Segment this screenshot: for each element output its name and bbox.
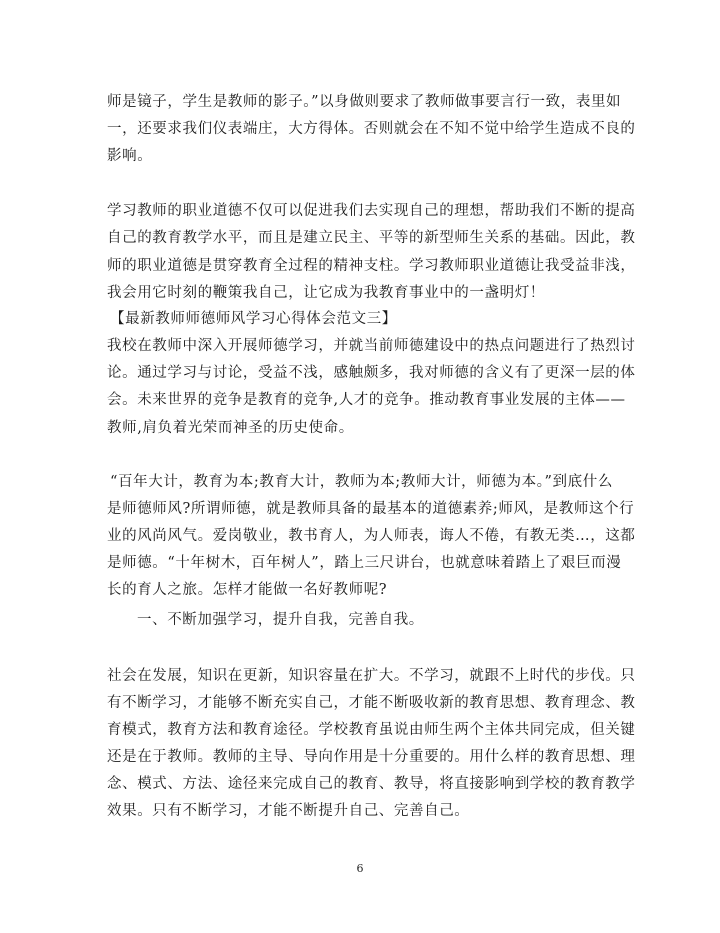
page-number: 6 xyxy=(356,862,364,875)
text-line: 社会在发展，知识在更新，知识容量在扩大。不学习，就跟不上时代的步伐。只 xyxy=(107,668,636,684)
text-line: 师是镜子，学生是教师的影子。”以身做则要求了教师做事要言行一致，表里如 xyxy=(107,94,622,110)
text-line: “百年大计，教育为本;教育大计，教师为本;教师大计，师德为本。”到底什么 xyxy=(110,474,613,490)
text-line: 有不断学习，才能够不断充实自己，才能不断吸收新的教育思想、教育理念、教 xyxy=(107,695,636,711)
text-line: 是师德师风?所谓师德，就是教师具备的最基本的道德素养;师风，是教师这个行 xyxy=(107,501,635,517)
section-heading: 【最新教师师德师风学习心得体会范文三】 xyxy=(110,311,397,327)
subsection-heading: 一、不断加强学习，提升自我，完善自我。 xyxy=(137,612,424,628)
text-line: 自己的教育教学水平，而且是建立民主、平等的新型师生关系的基础。因此，教 xyxy=(107,230,636,246)
text-line: 长的育人之旅。怎样才能做一名好教师呢? xyxy=(107,582,388,598)
text-line: 影响。 xyxy=(107,148,153,164)
text-line: 业的风尚风气。爱岗敬业，教书育人，为人师表，诲人不倦，有教无类…，这都 xyxy=(107,528,636,544)
text-line: 师的职业道德是贯穿教育全过程的精神支柱。学习教师职业道德让我受益非浅， xyxy=(107,258,636,274)
text-line: 论。通过学习与讨论，受益不浅，感触颇多，我对师德的含义有了更深一层的体 xyxy=(107,365,636,381)
text-line: 会。未来世界的竞争是教育的竞争,人才的竞争。推动教育事业发展的主体—— xyxy=(107,392,626,408)
text-line: 还是在于教师。教师的主导、导向作用是十分重要的。用什么样的教育思想、理 xyxy=(107,749,636,765)
text-line: 我会用它时刻的鞭策我自己，让它成为我教育事业中的一盏明灯！ xyxy=(107,285,545,301)
text-line: 教师,肩负着光荣而神圣的历史使命。 xyxy=(107,420,354,436)
text-line: 是师德。“十年树木，百年树人”，踏上三尺讲台，也就意味着踏上了艰巨而漫 xyxy=(107,555,622,571)
text-line: 育模式，教育方法和教育途径。学校教育虽说由师生两个主体共同完成，但关键 xyxy=(107,722,636,738)
text-line: 学习教师的职业道德不仅可以促进我们去实现自己的理想，帮助我们不断的提高 xyxy=(107,203,636,219)
text-line: 念、模式、方法、途径来完成自己的教育、教导，将直接影响到学校的教育教学 xyxy=(107,776,636,792)
text-line: 一，还要求我们仪表端庄，大方得体。否则就会在不知不觉中给学生造成不良的 xyxy=(107,121,636,137)
text-line: 我校在教师中深入开展师德学习，并就当前师德建设中的热点问题进行了热烈讨 xyxy=(107,338,636,354)
text-line: 效果。只有不断学习，才能不断提升自己、完善自己。 xyxy=(107,803,470,819)
